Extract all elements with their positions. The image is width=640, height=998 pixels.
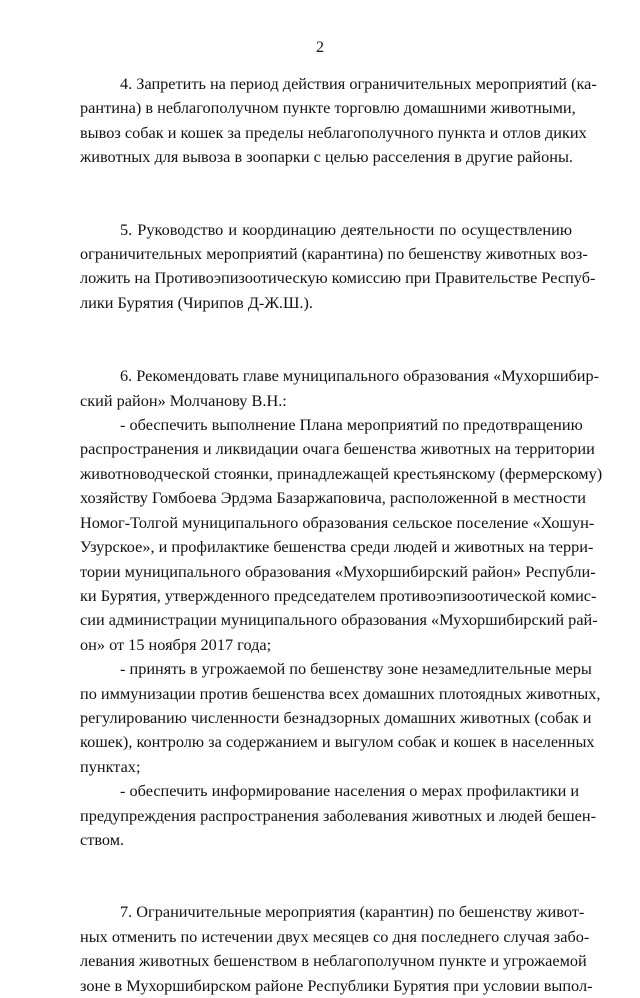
paragraph-gap (80, 315, 572, 364)
text-line: ством. (80, 829, 125, 849)
text-line: 4. Запретить на период действия ограничительных мероприятий (ка- (120, 74, 597, 93)
text-line: ограничительных мероприятий (карантина) по бешенству животных воз- (80, 244, 588, 264)
text-line: - обеспечить информирование населения о мерах профилактики и (120, 781, 580, 801)
text-line: предупреждения распространения заболевания животных и людей бешен- (80, 805, 597, 825)
text-line: ложить на Противоэпизоотическую комиссию при Правительстве Респуб- (80, 268, 596, 288)
text-line: он» от 15 ноября 2017 года; (80, 634, 272, 654)
paragraph-6 (80, 364, 603, 852)
text-line: ных отменить по истечении двух месяцев со дня последнего случая забо- (80, 926, 590, 946)
paragraph-gap (80, 170, 572, 218)
text-line: регулированию численности безнадзорных домашних животных (собак и (80, 707, 592, 727)
text-line: тории муниципального образования «Мухоршибирский район» Республи- (80, 561, 596, 581)
text-line: 6. Рекомендовать главе муниципального образования «Мухоршибир- (120, 366, 600, 386)
text-line: вывоз собак и кошек за пределы неблагополучного пункта и отлов диких (80, 122, 587, 142)
text-line: кошек), контролю за содержанием и выгулом собак и кошек в населенных (80, 732, 595, 752)
text-line: лики Бурятия (Чирипов Д-Ж.Ш.). (80, 292, 313, 312)
text-line: Узурское», и профилактике бешенства среди людей и животных на терри- (80, 537, 594, 557)
text-line: рантина) в неблагополучном пункте торговлю домашними животными, (80, 98, 576, 118)
text-line: Номог-Толгой муниципального образования сельское поселение «Хошун- (80, 512, 595, 532)
text-line: ки Бурятия, утвержденного председателем противоэпизоотической комис- (80, 585, 597, 605)
text-line: - обеспечить выполнение Плана мероприятий по предотвращению (120, 415, 583, 435)
document-body (80, 72, 603, 998)
text-line: животных для вывоза в зоопарки с целью расселения в другие районы. (80, 147, 573, 167)
page-number: 2 (316, 39, 324, 56)
text-line: 5. Руководство и координацию деятельности по осуществлению (120, 219, 572, 239)
text-line: пунктах; (80, 756, 141, 776)
text-line: распространения и ликвидации очага бешенства животных на территории (80, 439, 595, 459)
paragraph-5 (80, 218, 596, 316)
text-line: 7. Ограничительные мероприятия (карантин) по бешенству живот- (120, 902, 585, 922)
text-line: зоне в Мухоршибирском районе Республики Бурятия при условии выпол- (80, 975, 593, 995)
text-line: животноводческой стоянки, принадлежащей крестьянскому (фермерскому) (80, 463, 603, 483)
text-line: левания животных бешенством в неблагополучном пункте и угрожаемой (80, 951, 587, 971)
text-line: по иммунизации против бешенства всех домашних плотоядных животных, (80, 683, 601, 703)
text-line: ский район» Молчанову В.Н.: (80, 390, 287, 410)
paragraph-4 (80, 72, 597, 170)
text-line: сии администрации муниципального образования «Мухоршибирский рай- (80, 610, 598, 630)
text-line: - принять в угрожаемой по бешенству зоне незамедлительные меры (120, 659, 592, 679)
paragraph-7 (80, 900, 593, 998)
paragraph-gap (80, 852, 572, 900)
text-line: хозяйству Гомбоева Эрдэма Базаржаповича, расположенной в местности (80, 488, 586, 508)
